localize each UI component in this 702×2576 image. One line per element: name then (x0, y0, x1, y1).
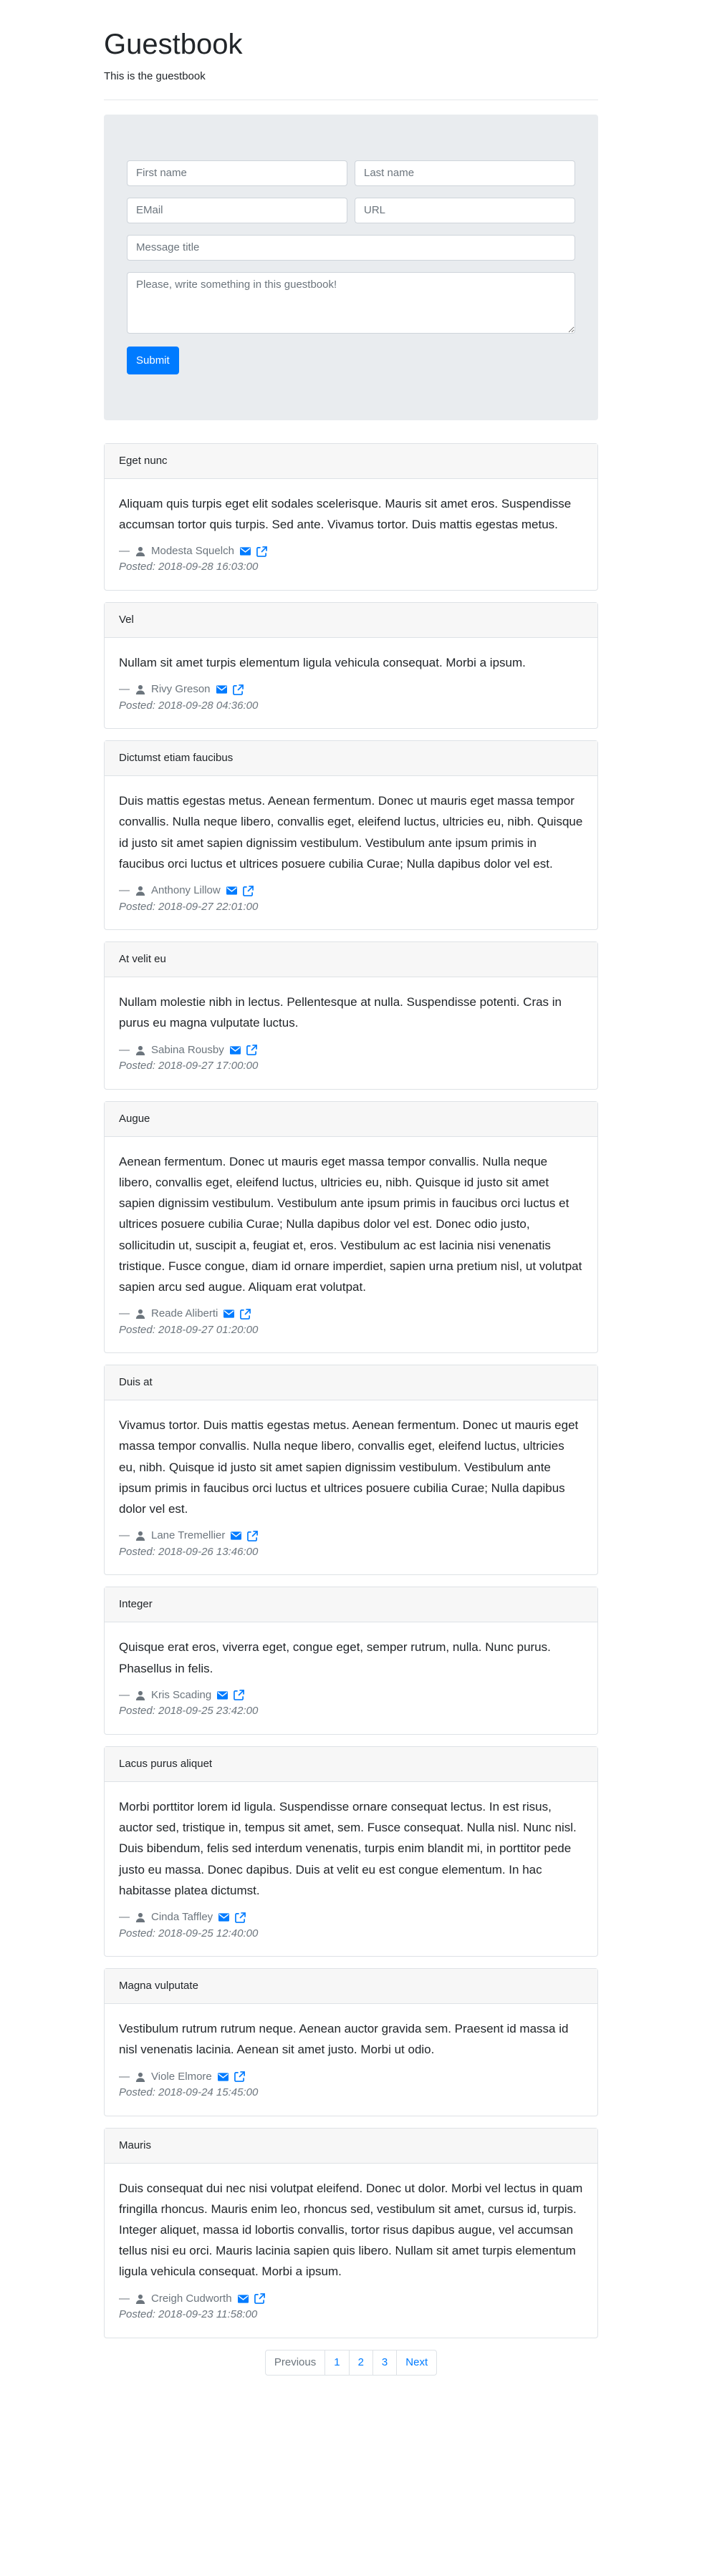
author-dash: — (119, 1043, 130, 1056)
entry-body (105, 638, 597, 728)
entry-card (104, 1101, 598, 1354)
entry-body (105, 1782, 597, 1956)
entry-posted-date: Posted: 2018-09-27 17:00:00 (119, 1060, 259, 1072)
entry-card (104, 941, 598, 1089)
author-dash: — (119, 1688, 130, 1701)
entry-body (105, 479, 597, 590)
author-dash: — (119, 544, 130, 557)
title-row (127, 235, 575, 261)
entry-title (105, 1587, 597, 1622)
entry-posted-date: Posted: 2018-09-23 11:58:00 (119, 2308, 258, 2321)
first-name-input[interactable] (127, 160, 347, 186)
author-name: Sabina Rousby (151, 1043, 224, 1056)
entry-title-text: Lacus purus aliquet (119, 1757, 213, 1770)
entry-title (105, 942, 597, 977)
author-dash: — (119, 2070, 130, 2083)
entry-author (119, 883, 583, 899)
name-row (127, 160, 575, 186)
entry-card (104, 1746, 598, 1957)
message-textarea[interactable] (127, 272, 575, 334)
entry-text: Duis mattis egestas metus. Aenean fermentum. Donec ut mauris eget massa tempor convallis. Nulla neque libero, convallis eget, eleifend luctus, ultricies eu, nibh. Quisque id justo sit amet sapien dignissim vestibulum. Vestibulum ante ipsum primis in faucibus orci luctus et ultrices posuere cubilia Curae; Nulla dapibus dolor vel est. (119, 794, 583, 871)
user-icon (135, 1909, 145, 1926)
email-icon[interactable] (240, 543, 251, 560)
entry-card (104, 443, 598, 591)
entry-author (119, 1528, 583, 1544)
message-row (127, 272, 575, 334)
email-icon[interactable] (216, 682, 227, 698)
author-name: Anthony Lillow (151, 884, 221, 897)
entry-author (119, 2069, 583, 2086)
pagination-next[interactable]: Next (396, 2350, 436, 2376)
email-icon[interactable] (217, 1688, 228, 1704)
entry-author (119, 1909, 583, 1926)
user-icon (135, 883, 145, 899)
entry-title (105, 2129, 597, 2164)
entry-card (104, 2128, 598, 2338)
author-name: Creigh Cudworth (151, 2292, 232, 2305)
guestbook-form (104, 115, 598, 420)
entry-text: Quisque erat eros, viverra eget, congue eget, semper rutrum, nulla. Nunc purus. Phasellus in felis. (119, 1640, 551, 1675)
user-icon (135, 682, 145, 698)
external-link-icon[interactable] (234, 2069, 245, 2086)
entry-body (105, 2164, 597, 2338)
entry-title-text: Augue (119, 1112, 150, 1125)
author-dash: — (119, 683, 130, 696)
external-link-icon[interactable] (247, 1528, 258, 1544)
pagination-list (265, 2350, 437, 2376)
external-link-icon[interactable] (233, 682, 244, 698)
author-name: Cinda Taffley (151, 1911, 213, 1924)
entry-posted-date: Posted: 2018-09-27 22:01:00 (119, 900, 259, 913)
author-dash: — (119, 1529, 130, 1542)
entry-posted-date: Posted: 2018-09-27 01:20:00 (119, 1323, 259, 1336)
user-icon (135, 543, 145, 560)
user-icon (135, 1042, 145, 1059)
user-icon (135, 1306, 145, 1322)
user-icon (135, 2069, 145, 2086)
author-name: Reade Aliberti (151, 1307, 218, 1320)
entry-author (119, 1042, 583, 1059)
email-icon[interactable] (230, 1042, 241, 1059)
pagination-page-3[interactable]: 3 (372, 2350, 396, 2376)
author-dash: — (119, 1911, 130, 1924)
page-container (104, 0, 598, 2376)
entry-text: Vestibulum rutrum rutrum neque. Aenean auctor gravida sem. Praesent id massa id nisl venenatis lacinia. Aenean sit amet justo. Morbi ut odio. (119, 2022, 569, 2057)
email-icon[interactable] (223, 1306, 234, 1322)
user-icon (135, 1688, 145, 1704)
entry-title (105, 1969, 597, 2004)
entry-author (119, 543, 583, 560)
pagination-page-1[interactable]: 1 (324, 2350, 348, 2376)
author-dash: — (119, 2292, 130, 2305)
submit-button[interactable]: Submit (127, 347, 179, 374)
entry-body (105, 977, 597, 1088)
entry-title-text: At velit eu (119, 953, 166, 966)
external-link-icon[interactable] (234, 1688, 244, 1704)
external-link-icon[interactable] (243, 883, 254, 899)
author-name: Lane Tremellier (151, 1529, 226, 1542)
entries-list (104, 443, 598, 2338)
entry-text: Morbi porttitor lorem id ligula. Suspendisse ornare consequat lectus. In est risus, auctor sed, tristique in, tempus sit amet, sem. Fusce consequat. Nulla nisl. Nunc nisl. Duis bibendum, felis sed interdum venenatis, turpis enim blandit mi, in porttitor pede justo eu massa. Donec dapibus. Duis at velit eu est congue elementum. In hac habitasse platea dictumst. (119, 1799, 577, 1897)
entry-title (105, 1747, 597, 1782)
entry-posted-date: Posted: 2018-09-28 04:36:00 (119, 699, 259, 712)
pagination-page-2[interactable]: 2 (349, 2350, 372, 2376)
email-icon[interactable] (238, 2291, 249, 2308)
entry-posted-date: Posted: 2018-09-25 23:42:00 (119, 1705, 259, 1718)
email-icon[interactable] (218, 1909, 229, 1926)
entry-body (105, 776, 597, 929)
message-title-input[interactable] (127, 235, 575, 261)
user-icon (135, 1528, 145, 1544)
entry-author (119, 682, 583, 698)
entry-text: Nullam molestie nibh in lectus. Pellentesque at nulla. Suspendisse potenti. Cras in purus eu magna vulputate luctus. (119, 995, 562, 1030)
external-link-icon[interactable] (246, 1042, 257, 1059)
entry-posted-date: Posted: 2018-09-28 16:03:00 (119, 561, 259, 573)
author-dash: — (119, 884, 130, 897)
entry-title-text: Dictumst etiam faucibus (119, 752, 234, 765)
contact-row (127, 198, 575, 223)
entry-body (105, 1137, 597, 1353)
author-name: Modesta Squelch (151, 544, 234, 557)
entry-body (105, 1622, 597, 1733)
user-icon (135, 2291, 145, 2308)
entry-title-text: Integer (119, 1598, 153, 1611)
external-link-icon[interactable] (256, 543, 267, 560)
entry-title-text: Vel (119, 613, 134, 626)
entry-title-text: Eget nunc (119, 454, 168, 467)
entry-title-text: Duis at (119, 1376, 153, 1389)
entry-author (119, 1306, 583, 1322)
pagination-previous[interactable]: Previous (274, 2355, 317, 2368)
entry-author (119, 1688, 583, 1704)
email-icon[interactable] (231, 1528, 241, 1544)
entry-card (104, 1968, 598, 2116)
entry-title (105, 444, 597, 479)
entry-text: Aenean fermentum. Donec ut mauris eget massa tempor convallis. Nulla neque libero, convallis eget, eleifend luctus, ultricies eu, nibh. Quisque id justo sit amet sapien dignissim vestibulum. Vestibulum ante ipsum primis in faucibus orci luctus et ultrices posuere cubilia Curae; Nulla dapibus dolor vel est. Donec odio justo, sollicitudin ut, suscipit a, feugiat et, eros. Vestibulum ac est lacinia nisi venenatis tristique. Fusce congue, diam id ornare imperdiet, sapien urna pretium nisl, ut volutpat sapien arcu sed augue. Aliquam erat volutpat. (119, 1154, 582, 1294)
entry-text: Aliquam quis turpis eget elit sodales scelerisque. Mauris sit amet eros. Suspendisse accumsan tortor quis turpis. Sed ante. Vivamus tortor. Duis mattis egestas metus. (119, 496, 572, 531)
entry-text: Duis consequat dui nec nisi volutpat eleifend. Donec ut dolor. Morbi vel lectus in quam fringilla rhoncus. Mauris enim leo, rhoncus sed, vestibulum sit amet, cursus id, turpis. Integer aliquet, massa id lobortis convallis, tortor risus dapibus augue, vel accumsan tellus nisi eu orci. Mauris lacinia sapien quis libero. Nullam sit amet turpis elementum ligula vehicula consequat. Morbi a ipsum. (119, 2181, 583, 2279)
entry-posted-date: Posted: 2018-09-26 13:46:00 (119, 1545, 259, 1558)
page-title: Guestbook (104, 29, 243, 60)
email-icon[interactable] (218, 2069, 229, 2086)
url-input[interactable] (355, 198, 575, 223)
entry-body (105, 1400, 597, 1574)
entry-author (119, 2291, 583, 2308)
author-dash: — (119, 1307, 130, 1320)
entry-title (105, 603, 597, 638)
entry-card (104, 602, 598, 729)
last-name-input[interactable] (355, 160, 575, 186)
external-link-icon[interactable] (240, 1306, 251, 1322)
author-name: Viole Elmore (151, 2070, 212, 2083)
entry-title-text: Mauris (119, 2139, 152, 2151)
entry-title-text: Magna vulputate (119, 1980, 198, 1992)
entry-text: Vivamus tortor. Duis mattis egestas metus. Aenean fermentum. Donec ut mauris eget massa tempor convallis. Nulla neque libero, convallis eget, eleifend luctus, ultricies eu, nibh. Quisque id justo sit amet sapien dignissim vestibulum. Vestibulum ante ipsum primis in faucibus orci luctus et ultrices posuere cubilia Curae; Nulla dapibus dolor vel est. (119, 1418, 579, 1516)
entry-posted-date: Posted: 2018-09-24 15:45:00 (119, 2086, 259, 2099)
email-input[interactable] (127, 198, 347, 223)
pagination (104, 2350, 598, 2376)
entry-body (105, 2004, 597, 2115)
entry-text: Nullam sit amet turpis elementum ligula vehicula consequat. Morbi a ipsum. (119, 655, 526, 669)
page-subtitle: This is the guestbook (104, 70, 206, 82)
entry-title (105, 1365, 597, 1400)
author-name: Rivy Greson (151, 683, 211, 696)
entry-title (105, 741, 597, 776)
entry-card (104, 740, 598, 930)
entry-title (105, 1102, 597, 1137)
entry-posted-date: Posted: 2018-09-25 12:40:00 (119, 1927, 259, 1940)
external-link-icon[interactable] (254, 2291, 265, 2308)
entry-card (104, 1365, 598, 1575)
external-link-icon[interactable] (235, 1909, 246, 1926)
email-icon[interactable] (226, 883, 237, 899)
entry-card (104, 1587, 598, 1734)
author-name: Kris Scading (151, 1688, 212, 1701)
